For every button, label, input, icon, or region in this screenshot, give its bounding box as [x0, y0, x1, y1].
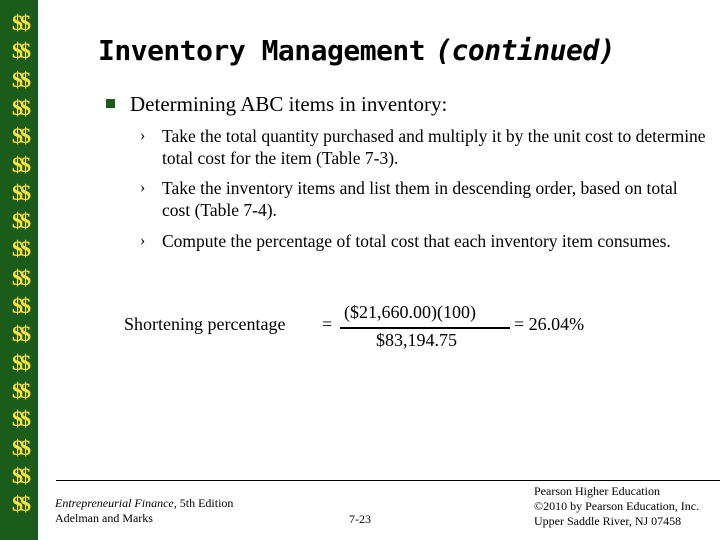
dollar-glyph: $$ — [12, 406, 28, 432]
dollar-glyph: $$ — [12, 434, 28, 460]
dollar-glyph: $$ — [12, 151, 28, 177]
dollar-glyph: $$ — [12, 208, 28, 234]
formula-equals: = — [322, 314, 333, 334]
publisher-location: Upper Saddle River, NJ 07458 — [534, 514, 682, 528]
chevron-right-icon: › — [140, 232, 146, 249]
copyright: ©2010 by Pearson Education, Inc. — [534, 499, 700, 513]
dollar-glyph: $$ — [12, 236, 28, 262]
book-authors: Adelman and Marks — [55, 511, 153, 525]
main-bullet — [106, 92, 447, 117]
formula-result: = 26.04% — [514, 314, 585, 334]
sub-bullet-text: Take the inventory items and list them in descending order, based on total cost (Table 7-4). — [162, 178, 678, 220]
decorative-sidebar — [0, 0, 38, 540]
footer-divider — [56, 480, 720, 481]
book-edition: 5th Edition — [176, 496, 234, 510]
dollar-glyph: $$ — [12, 377, 28, 403]
formula-denominator: $83,194.75 — [376, 330, 457, 350]
formula-numerator: ($21,660.00)(100) — [344, 302, 476, 322]
dollar-glyph: $$ — [12, 38, 28, 64]
title-main: Inventory Management — [98, 34, 426, 67]
dollar-glyph: $$ — [12, 179, 28, 205]
square-bullet-icon — [106, 99, 115, 108]
dollar-glyph: $$ — [12, 349, 28, 375]
dollar-glyph: $$ — [12, 462, 28, 488]
dollar-glyph: $$ — [12, 293, 28, 318]
sub-bullet-text: Compute the percentage of total cost that each inventory item consumes. — [162, 231, 671, 251]
chevron-right-icon: › — [140, 179, 146, 196]
dollar-glyph: $$ — [12, 491, 28, 517]
publisher: Pearson Higher Education — [534, 484, 660, 498]
dollar-glyph: $$ — [12, 321, 28, 347]
chevron-right-icon: › — [140, 127, 146, 144]
book-title: Entrepreneurial Finance, — [55, 496, 177, 510]
dollar-glyph: $$ — [12, 10, 28, 35]
dollar-glyph: $$ — [12, 66, 28, 92]
main-bullet-text: Determining ABC items in inventory: — [130, 92, 448, 116]
sub-bullet-text: Take the total quantity purchased and multiply it by the unit cost to determine total cost for the item (Table 7-3). — [162, 126, 706, 168]
title-continued: (continued) — [435, 34, 616, 67]
page-number: 7-23 — [349, 512, 371, 526]
footer-publisher-info — [534, 484, 699, 529]
dollar-glyph: $$ — [12, 264, 28, 290]
footer-book-info — [55, 496, 233, 526]
dollar-glyph: $$ — [12, 123, 28, 149]
fraction-bar — [340, 327, 510, 329]
slide-title — [98, 34, 615, 67]
dollar-glyph: $$ — [12, 94, 28, 120]
formula-label: Shortening percentage — [124, 314, 286, 334]
